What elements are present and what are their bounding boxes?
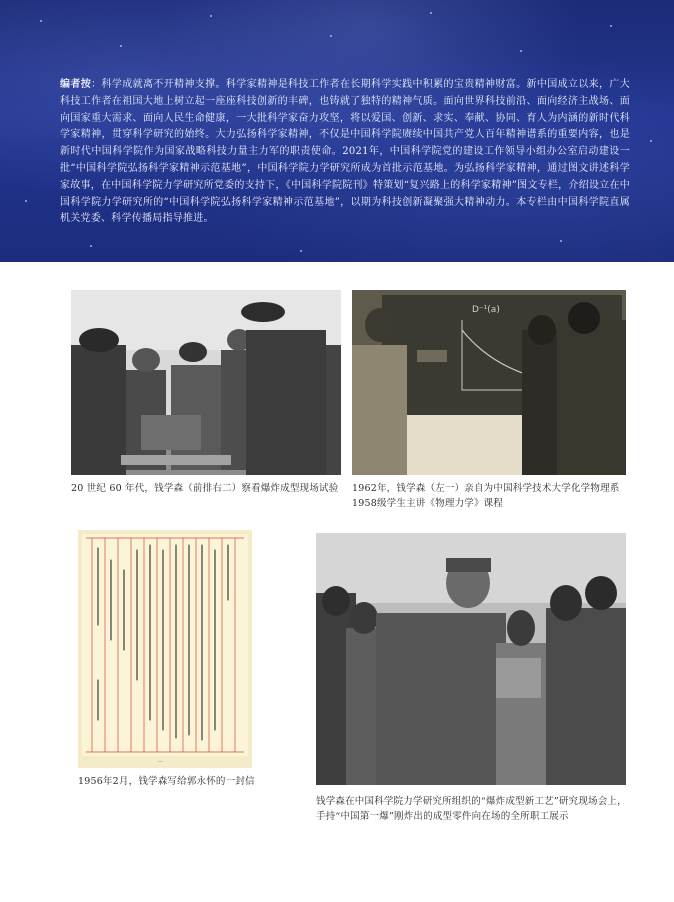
photo-first-explosion-part	[316, 533, 626, 785]
svg-text:D⁻¹(a): D⁻¹(a)	[472, 305, 500, 315]
editor-note	[60, 77, 630, 228]
editor-note-body: ：科学成就离不开精神支撑。科学家精神是科技工作者在长期科学实践中积累的宝贵精神财富。新中国成立以来，广大科技工作者在祖国大地上树立起一座座科技创新的丰碑，也铸就了独特的精神气质。面向世界科技前沿、面向经济主战场、面向国家重大需求、面向人民生命健康，一大批科学家奋力攻坚，将以爱国、创新、求实、奉献、协同、育人为内涵的新时代科学家精神，贯穿科学研究的始终。大力弘扬科学家精神，不仅是中国科学院赓续中国共产党人百年精神谱系的重要内容，也是新时代中国科学院作为国家战略科技力量主力军的职责使命。2021年，中国科学院党的建设工作领导小组办公室启动建设一批“中国科学院弘扬科学家精神示范基地”，中国科学院力学研究所成为首批示范基地。为弘扬科学家精神，通过图文讲述科学家故事，在中国科学院力学研究所党委的支持下，《中国科学院院刊》特策划“复兴路上的科学家精神”图文专栏，介绍设立在中国科学院力学研究所的“中国科学院弘扬科学家精神示范基地”，以期为科技创新凝聚强大精神动力。本专栏由中国科学院直属机关党委、科学传播局指导推进。	[60, 79, 631, 225]
photo-physics-lecture	[352, 290, 626, 475]
header-banner	[0, 0, 674, 262]
svg-text:—: —	[158, 759, 163, 765]
caption-photo-2: 1962年，钱学森（左一）亲自为中国科学技术大学化学物理系1958级学生主讲《物理力学》课程	[352, 483, 620, 509]
caption-photo-1: 20 世纪 60 年代，钱学森（前排右二）察看爆炸成型现场试验	[71, 483, 339, 494]
photo-explosion-forming-test	[71, 290, 341, 475]
photo-handwritten-letter	[78, 530, 252, 768]
editor-note-lead: 编者按	[60, 79, 92, 90]
caption-photo-3: 1956年2月，钱学森写给郭永怀的一封信	[78, 776, 255, 787]
caption-photo-4: 钱学森在中国科学院力学研究所组织的“爆炸成型新工艺”研究现场会上，手持“中国第一爆”刚炸出的成型零件向在场的全所职工展示	[316, 796, 627, 822]
